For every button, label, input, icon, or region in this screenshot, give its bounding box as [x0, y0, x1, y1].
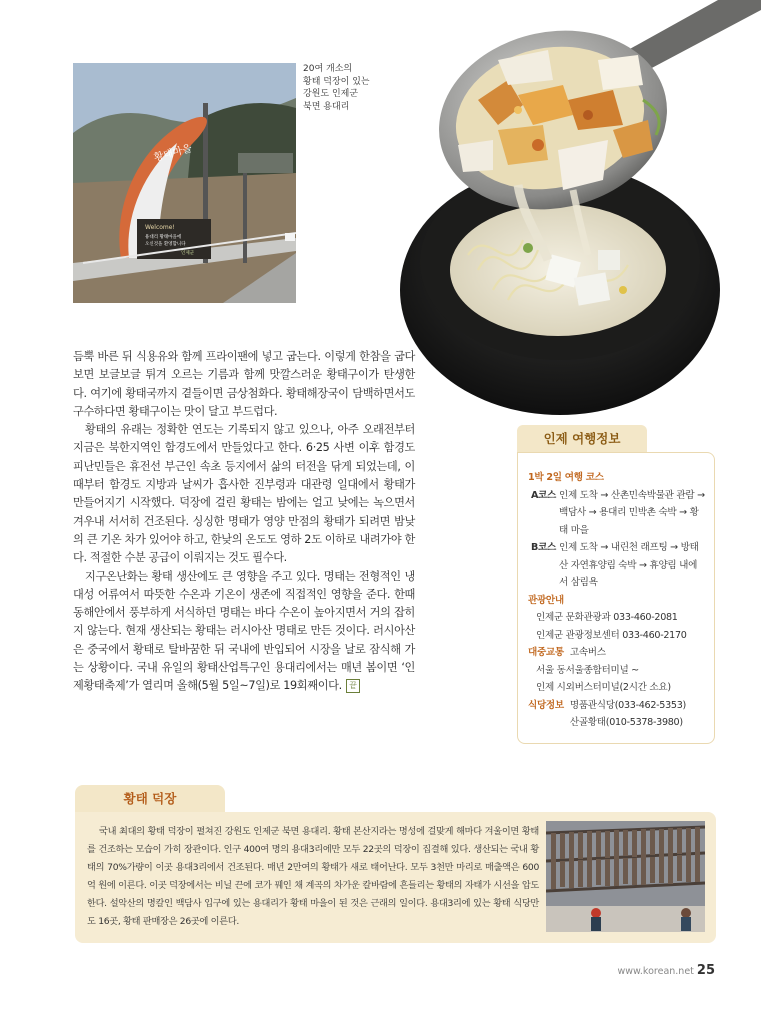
course-b-text: 인제 도착 → 내린천 래프팅 → 방태산 자연휴양림 숙박 → 휴양림 내에서 삼림욕 — [559, 542, 699, 588]
tourism-heading: 관광안내 — [528, 594, 564, 606]
course-a-label: A코스 — [530, 489, 556, 501]
hwangtae-soup-photo — [398, 0, 761, 420]
transport-type: 고속버스 — [569, 647, 606, 658]
dining-item: 명품관식당(033-462-5353) — [569, 699, 686, 711]
footer-site: www.korean.net — [617, 966, 694, 977]
transport-line: 서울 동서울종합터미널 ~ — [536, 664, 639, 676]
course-a-text: 인제 도착 → 산촌민속박물관 관람 → 백담사 → 용대리 민박촌 숙박 → 황태 마을 — [559, 489, 705, 536]
photo-caption — [303, 63, 413, 113]
article-paragraph: 듬뿍 바른 뒤 식용유와 함께 프라이팬에 넣고 굽는다. 이렇게 한참을 굽다 보면 보글보글 튀겨 오르는 기름과 함께 맛깔스러운 황태구이가 탄생한다. 여기에 황태국까지 곁들이면 금상첨화다. 황태해장국이 담백하면서도 구수하다면 황태구이는 맛이 달고 부드럽다. — [73, 350, 415, 418]
course-a — [528, 487, 706, 540]
page-footer — [617, 963, 715, 978]
info-box-title: 인제 여행정보 — [517, 425, 647, 453]
page-number: 25 — [696, 963, 715, 978]
article-paragraph: 황태의 유래는 정확한 연도는 기록되지 않고 있으나, 아주 오래전부터 지금은 북한지역인 함경도에서 만들었다고 한다. 6·25 사변 이후 함경도 피난민들은 휴전선 부근인 속초 등지에서 삶의 터전을 닦게 되었는데, 이때부터 함경도 지방과 날씨가 흡사한 진부령과 대관령 일대에서 황태가 만들어지기 시작했다. 덕장에 걸린 황태는 밤에는 얼고 낮에는 녹으면서 겨우내 서서히 건조된다. 싱싱한 명태가 영양 만점의 황태가 되려면 밤낮의 큰 기온 차가 있어야 하고, 한낮의 온도도 영하 2도 이하로 내려가야 한다. 적절한 수분 공급이 이뤄지는 것도 필수다. — [73, 423, 415, 565]
village-sign-photo — [73, 63, 296, 303]
caption-line: 20여 개소의 — [303, 64, 353, 74]
article-body — [73, 348, 415, 696]
sign-logo-text: 인제군 — [181, 251, 195, 256]
sign-main-text: 황태마을 — [152, 143, 194, 164]
end-mark-icon: 끝 — [346, 679, 360, 693]
caption-line: 강원도 인제군 — [303, 89, 359, 99]
course-b — [528, 539, 706, 592]
sign-welcome-text: Welcome! — [145, 224, 175, 231]
article-paragraph-text: 지구온난화는 황태 생산에도 큰 영향을 주고 있다. 명태는 전형적인 냉대성 어류여서 따뜻한 수온과 기온이 생존에 직접적인 영향을 준다. 한때 동해안에서 풍부하게 서식하던 명태는 바다 수온이 높아지면서 거의 잡히지 않는다. 현재 생산되는 황태는 러시아산 명태로 만든 것이다. 러시아산은 중국에서 황태로 탈바꿈한 뒤 국내에 반입되어 시장을 날로 잠식해 가는 상황이다. 국내 유일의 황태산업특구인 용대리에서는 매년 봄이면 ‘인제황태축제’가 열리며 올해(5월 5일~7일)로 19회째이다. — [73, 569, 415, 693]
dining-row — [528, 697, 706, 732]
drying-rack-photo — [546, 821, 705, 932]
tourism-contact: 인제군 문화관광과 033-460-2081 — [536, 612, 678, 623]
caption-line: 황태 덕장이 있는 — [303, 76, 370, 87]
deokjang-text: 국내 최대의 황태 덕장이 펼쳐진 강원도 인제군 북면 용대리. 황태 본산지라는 명성에 걸맞게 해마다 겨울이면 황태를 건조하는 모습이 가히 장관이다. 인구 400여 명의 용대3리에만 모두 22곳의 덕장이 집결해 있다. 생산되는 국내 황태의 70%가량이 이곳 용대3리에서 건조된다. 매년 2만여의 황태가 새로 태어난다. 모두 3천만 마리로 매출액은 600억 원에 이른다. 이곳 덕장에서는 비닐 끈에 코가 꿰인 채 계곡의 차가운 칼바람에 흔들리는 황태의 자태가 시선을 압도한다. 설악산의 명칼인 백담사 입구에 있는 용대리가 황태 마을이 된 것은 근래의 일이다. 용대3리에 있는 황태 식당만도 16곳, 황태 판매장은 26곳에 이른다. — [87, 826, 539, 928]
course-heading: 1박 2일 여행 코스 — [528, 472, 604, 483]
dining-item: 산골황태(010-5378-3980) — [569, 717, 683, 728]
sign-sub1-text: 용대리 황태마을에 — [145, 235, 182, 240]
sign-sub2-text: 오신것을 환영합니다 — [145, 242, 186, 247]
transport-row — [528, 644, 706, 662]
course-b-label: B코스 — [531, 542, 556, 553]
transport-line: 인제 시외버스터미널(2시간 소요) — [536, 682, 671, 693]
deokjang-box — [75, 812, 716, 943]
dining-heading: 식당정보 — [528, 699, 564, 711]
travel-info-box — [517, 452, 715, 744]
caption-line: 북면 용대리 — [303, 101, 350, 112]
transport-heading: 대중교통 — [528, 647, 564, 658]
tourism-contact: 인제군 관광정보센터 033-460-2170 — [536, 629, 687, 641]
dining-list — [570, 697, 706, 732]
article-paragraph — [73, 568, 415, 696]
deokjang-title: 황태 덕장 — [75, 785, 225, 813]
